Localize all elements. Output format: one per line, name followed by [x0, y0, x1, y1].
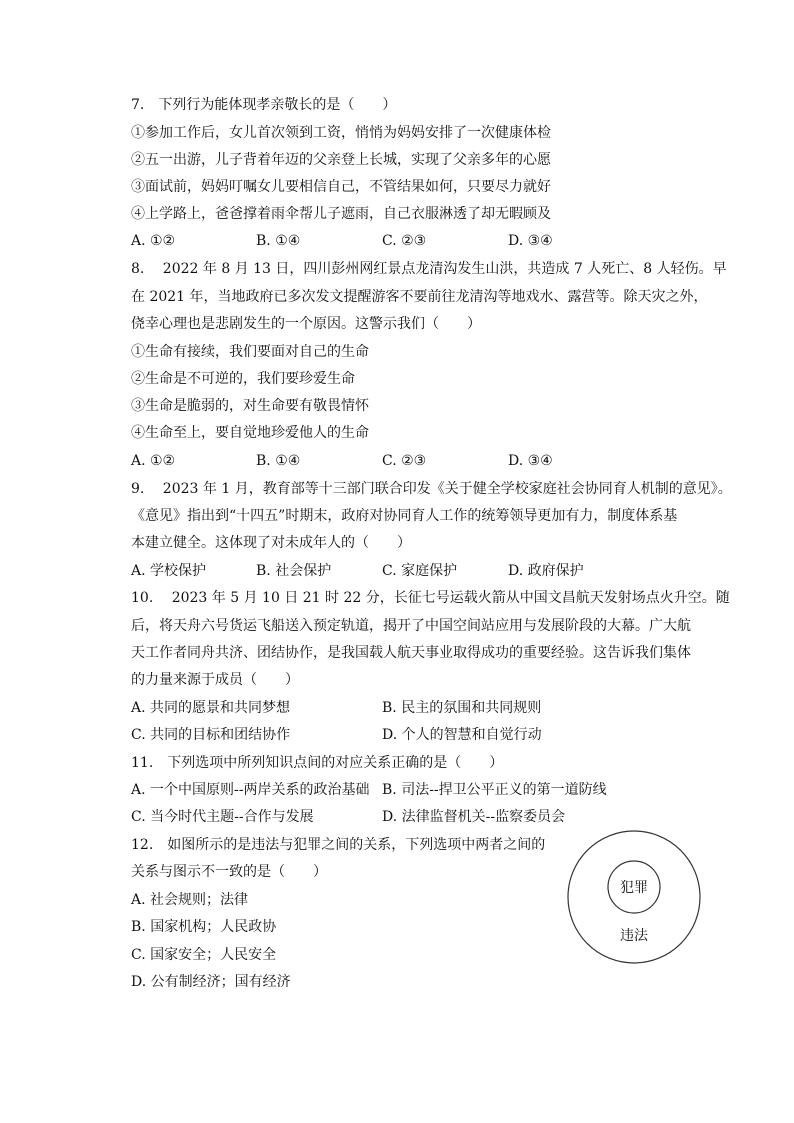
q8-option-c[interactable]: C. ②③	[382, 453, 427, 469]
outer-label: 违法	[620, 928, 648, 944]
q9-option-c[interactable]: C. 家庭保护	[382, 563, 458, 579]
q12-option-c[interactable]: C. 国家安全；人民安全	[131, 947, 277, 963]
q10-option-c[interactable]: C. 共同的目标和团结协作	[131, 727, 291, 743]
q8-item-3: ③生命是脆弱的，对生命要有敬畏情怀	[131, 398, 369, 414]
q9-stem-line-2: 《意见》指出到“十四五”时期末，政府对协同育人工作的统筹领导更加有力，制度体系基	[131, 508, 678, 524]
q10-option-d[interactable]: D. 个人的智慧和自觉行动	[382, 727, 542, 743]
q7-item-3: ③面试前，妈妈叮嘱女儿要相信自己，不管结果如何，只要尽力就好	[131, 179, 551, 195]
q8-stem-line-2: 在 2021 年，当地政府已多次发文提醒游客不要前往龙清沟等地戏水、露营等。除天灾之外，	[131, 289, 708, 305]
q8-option-d[interactable]: D. ③④	[508, 453, 553, 469]
q8-item-2: ②生命是不可逆的，我们要珍爱生命	[131, 371, 355, 387]
q7-option-a[interactable]: A. ①②	[131, 233, 176, 249]
q9-stem-line-1: 9. 2023 年 1 月，教育部等十三部门联合印发《关于健全学校家庭社会协同育人机制的意见》。	[131, 481, 732, 497]
q7-stem: 7. 下列行为能体现孝亲敬长的是（ ）	[131, 97, 397, 113]
q7-option-c[interactable]: C. ②③	[382, 233, 427, 249]
q7-option-b[interactable]: B. ①④	[256, 233, 301, 249]
q12-option-d[interactable]: D. 公有制经济；国有经济	[131, 974, 291, 990]
q10-option-b[interactable]: B. 民主的氛围和共同规则	[382, 700, 542, 716]
q10-option-a[interactable]: A. 共同的愿景和共同梦想	[131, 700, 291, 716]
q9-option-d[interactable]: D. 政府保护	[508, 563, 584, 579]
q8-option-b[interactable]: B. ①④	[256, 453, 301, 469]
q7-item-4: ④上学路上，爸爸撑着雨伞帮儿子遮雨，自己衣服淋透了却无暇顾及	[131, 206, 551, 222]
inner-label: 犯罪	[620, 880, 648, 896]
q9-option-b[interactable]: B. 社会保护	[256, 563, 332, 579]
q11-option-a[interactable]: A. 一个中国原则--两岸关系的政治基础	[131, 782, 370, 798]
q11-option-d[interactable]: D. 法律监督机关--监察委员会	[382, 809, 566, 825]
q8-item-4: ④生命至上，要自觉地珍爱他人的生命	[131, 425, 369, 441]
q11-option-c[interactable]: C. 当今时代主题--合作与发展	[131, 809, 314, 825]
q7-item-1: ①参加工作后，女儿首次领到工资，悄悄为妈妈安排了一次健康体检	[131, 125, 551, 141]
q7-item-2: ②五一出游，儿子背着年迈的父亲登上长城，实现了父亲多年的心愿	[131, 152, 551, 168]
venn-diagram	[566, 829, 702, 965]
q8-item-1: ①生命有接续，我们要面对自己的生命	[131, 344, 369, 360]
q12-stem-line-1: 12. 如图所示的是违法与犯罪之间的关系，下列选项中两者之间的	[131, 837, 546, 853]
q10-stem-line-3: 天工作者同舟共济、团结协作，是我国载人航天事业取得成功的重要经验。这告诉我们集体	[131, 645, 691, 661]
q9-option-a[interactable]: A. 学校保护	[131, 563, 207, 579]
q8-stem-line-3: 侥幸心理也是悲剧发生的一个原因。这警示我们（ ）	[131, 316, 481, 332]
q11-option-b[interactable]: B. 司法--捍卫公平正义的第一道防线	[382, 782, 607, 798]
q12-option-a[interactable]: A. 社会规则；法律	[131, 892, 249, 908]
q10-stem-line-4: 的力量来源于成员（ ）	[131, 672, 299, 688]
q10-stem-line-1: 10. 2023 年 5 月 10 日 21 时 22 分，长征七号运载火箭从中国文昌航天发射场点火升空。随	[131, 590, 730, 606]
q10-stem-line-2: 后，将天舟六号货运飞船送入预定轨道，揭开了中国空间站应用与发展阶段的大幕。广大航	[131, 618, 691, 634]
q8-option-a[interactable]: A. ①②	[131, 453, 176, 469]
q12-option-b[interactable]: B. 国家机构；人民政协	[131, 919, 277, 935]
q11-stem: 11. 下列选项中所列知识点间的对应关系正确的是（ ）	[131, 755, 504, 771]
q9-stem-line-3: 本建立健全。这体现了对未成年人的（ ）	[131, 535, 411, 551]
q12-stem-line-2: 关系与图示不一致的是（ ）	[131, 864, 327, 880]
q8-stem-line-1: 8. 2022 年 8 月 13 日，四川彭州网红景点龙清沟发生山洪，共造成 7 人死亡、8 人轻伤。早	[131, 261, 727, 277]
q7-option-d[interactable]: D. ③④	[508, 233, 553, 249]
